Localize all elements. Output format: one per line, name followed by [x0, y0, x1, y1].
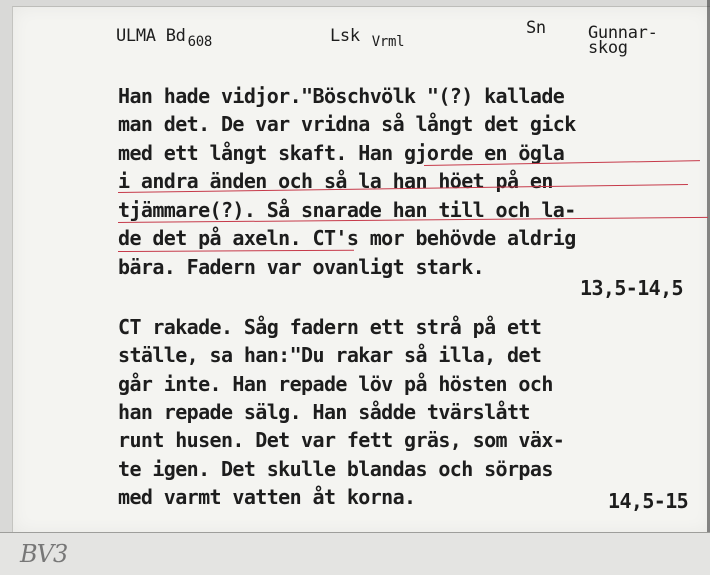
text-line: CT rakade. Såg fadern ett strå på ett [118, 315, 542, 339]
text-line: de det på axeln. CT's mor behövde aldrig [118, 226, 576, 250]
text-line: i andra änden och så la han höet på en [118, 169, 553, 193]
archive-label [116, 26, 212, 50]
text-line: med ett långt skaft. Han gjorde en ögla [118, 141, 565, 165]
text-line: te igen. Det skulle blandas och sörpas [118, 457, 553, 481]
page-reference: 14,5-15 [608, 489, 689, 513]
next-card-edge [0, 532, 710, 575]
text-line: han repade sälg. Han sådde tvärslått [118, 400, 530, 424]
volume-number: 608 [187, 34, 212, 50]
text-line: med varmt vatten åt korna. [118, 485, 416, 509]
volume-prefix: Bd [165, 26, 186, 46]
text-line: bära. Fadern var ovanligt stark. [118, 255, 485, 279]
province-label [330, 26, 405, 50]
parish-name-line2: skog [588, 38, 628, 58]
page-reference: 13,5-14,5 [580, 276, 683, 300]
text-line: Han hade vidjor."Böschvölk "(?) kallade [118, 84, 565, 108]
text-line: går inte. Han repade löv på hösten och [118, 372, 553, 396]
text-line: runt husen. Det var fett gräs, som väx- [118, 428, 565, 452]
parish-name [588, 23, 658, 58]
text-line: man det. De var vridna så långt det gick [118, 112, 576, 136]
parish-prefix: Sn [526, 18, 546, 38]
text-line: ställe, sa han:"Du rakar så illa, det [118, 343, 542, 367]
handwritten-note: BV3 [20, 540, 68, 568]
province-name: Vrml [371, 34, 405, 50]
province-prefix: Lsk [330, 26, 360, 46]
text-line: tjämmare(?). Så snarade han till och la- [118, 198, 576, 222]
archive-code: ULMA [116, 26, 156, 46]
parish-name-line1: Gunnar- [588, 23, 658, 43]
